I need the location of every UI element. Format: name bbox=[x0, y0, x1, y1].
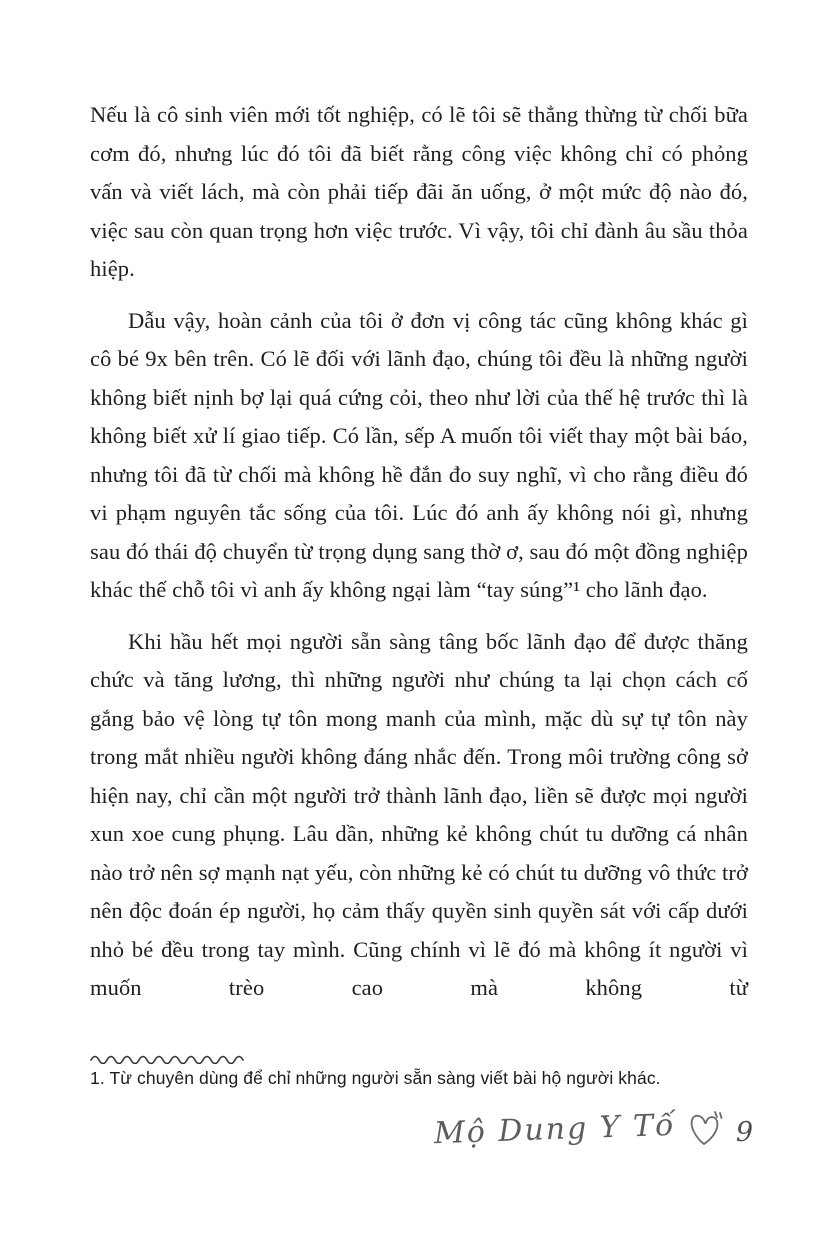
page-footer bbox=[434, 1106, 753, 1152]
page-number: 9 bbox=[735, 1116, 753, 1148]
body-text-block bbox=[90, 96, 748, 1021]
footnote-block bbox=[90, 1052, 710, 1089]
heart-icon bbox=[688, 1110, 724, 1152]
body-paragraph: Dẫu vậy, hoàn cảnh của tôi ở đơn vị công tác cũng không khác gì cô bé 9x bên trên. Có lẽ đối với lãnh đạo, chúng tôi đều là những người không biết nịnh bợ lại quá cứng cỏi, theo như lời của thế hệ trước thì là không biết xử lí giao tiếp. Có lần, sếp A muốn tôi viết thay một bài báo, nhưng tôi đã từ chối mà không hề đắn đo suy nghĩ, vì cho rằng điều đó vi phạm nguyên tắc sống của tôi. Lúc đó anh ấy không nói gì, nhưng sau đó thái độ chuyển từ trọng dụng sang thờ ơ, sau đó một đồng nghiệp khác thế chỗ tôi vì anh ấy không ngại làm “tay súng”¹ cho lãnh đạo. bbox=[90, 307, 748, 602]
author-signature: Mộ Dung Y Tố bbox=[433, 1107, 677, 1151]
footnote-text: 1. Từ chuyên dùng để chỉ những người sẵn sàng viết bài hộ người khác. bbox=[90, 1068, 661, 1088]
body-paragraph: Khi hầu hết mọi người sẵn sàng tâng bốc lãnh đạo để được thăng chức và tăng lương, thì những người như chúng ta lại chọn cách cố gắng bảo vệ lòng tự tôn mong manh của mình, mặc dù sự tự tôn này trong mắt nhiều người không đáng nhắc đến. Trong môi trường công sở hiện nay, chỉ cần một người trở thành lãnh đạo, liền sẽ được mọi người xun xoe cung phụng. Lâu dần, những kẻ không chút tu dưỡng cá nhân nào trở nên sợ mạnh nạt yếu, còn những kẻ có chút tu dưỡng vô thức trở nên độc đoán ép người, họ cảm thấy quyền sinh quyền sát với cấp dưới nhỏ bé đều trong tay mình. Cũng chính vì lẽ đó mà không ít người vì muốn trèo cao mà không từ bbox=[90, 628, 748, 1000]
body-paragraph: Nếu là cô sinh viên mới tốt nghiệp, có lẽ tôi sẽ thẳng thừng từ chối bữa cơm đó, nhưng lúc đó tôi đã biết rằng công việc không chỉ có phỏng vấn và viết lách, mà còn phải tiếp đãi ăn uống, ở một mức độ nào đó, việc sau còn quan trọng hơn việc trước. Vì vậy, tôi chỉ đành âu sầu thỏa hiệp. bbox=[90, 102, 748, 281]
footnote-divider-wavy-line bbox=[90, 1052, 252, 1064]
